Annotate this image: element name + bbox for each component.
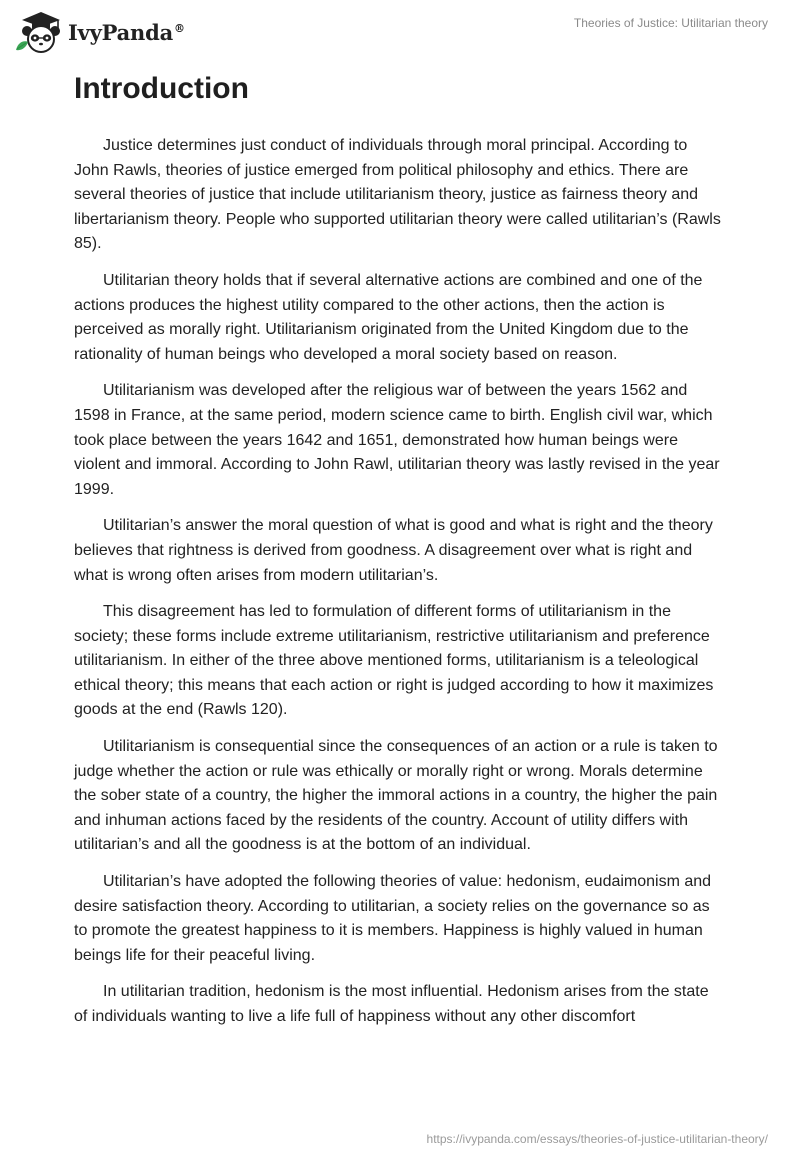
paragraph: This disagreement has led to formulation of different forms of utilitarianism in the society; these forms include extreme utilitarianism, restrictive utilitarianism and preference utilitarianism. In either of the three above mentioned forms, utilitarianism is a teleological ethical theory; this means that each action or right is judged according to how it maximizes goods at the end (Rawls 120). bbox=[74, 603, 714, 719]
brand-logo[interactable] bbox=[14, 10, 185, 54]
panda-logo-icon bbox=[14, 10, 64, 54]
paragraph: Utilitarian’s answer the moral question of what is good and what is right and the theory believes that rightness is derived from goodness. A disagreement over what is right and what is wrong often arises from modern utilitarian’s. bbox=[74, 517, 713, 584]
paragraph: In utilitarian tradition, hedonism is the most influential. Hedonism arises from the state of individuals wanting to live a life full of happiness without any other discomfort bbox=[74, 983, 709, 1025]
paragraph: Utilitarian’s have adopted the following theories of value: hedonism, eudaimonism and desire satisfaction theory. According to utilitarian, a society relies on the governance so as to promote the greatest happiness to it is members. Happiness is highly valued in human beings life for their peaceful living. bbox=[74, 873, 712, 964]
source-url[interactable]: https://ivypanda.com/essays/theories-of-justice-utilitarian-theory/ bbox=[426, 1132, 768, 1146]
brand-name: IvyPanda® bbox=[68, 19, 185, 45]
page-header bbox=[0, 0, 800, 60]
section-heading: Introduction bbox=[74, 72, 249, 105]
paragraph: Justice determines just conduct of individuals through moral principal. According to John Rawls, theories of justice emerged from political philosophy and ethics. There are several theories of justice that include utilitarianism theory, justice as fairness theory and libertarianism theory. People who supported utilitarian theory were called utilitarian’s (Rawls 85). bbox=[74, 137, 721, 253]
paragraph: Utilitarian theory holds that if several alternative actions are combined and one of the actions produces the highest utility compared to the other actions, then the action is perceived as morally right. Utilitarianism originated from the United Kingdom due to the rationality of human beings who developed a moral society based on reason. bbox=[74, 271, 703, 363]
paragraph: Utilitarianism is consequential since the consequences of an action or a rule is taken to judge whether the action or rule was ethically or morally right or wrong. Morals determine the sober state of a country, the higher the immoral actions in a country, the higher the pain and inhuman actions faced by the residents of the country. Account of utility differs with utilitarian’s and all the goodness is at the bottom of an individual. bbox=[74, 738, 718, 854]
document-title: Theories of Justice: Utilitarian theory bbox=[573, 16, 768, 30]
article-body bbox=[74, 134, 726, 1042]
registered-mark: ® bbox=[174, 21, 185, 35]
paragraph: Utilitarianism was developed after the religious war of between the years 1562 and 1598 in France, at the same period, modern science came to birth. English civil war, which took place between the years 1642 and 1651, demonstrated how human beings were violent and immoral. According to John Rawl, utilitarian theory was lastly revised in the year 1999. bbox=[74, 382, 720, 498]
